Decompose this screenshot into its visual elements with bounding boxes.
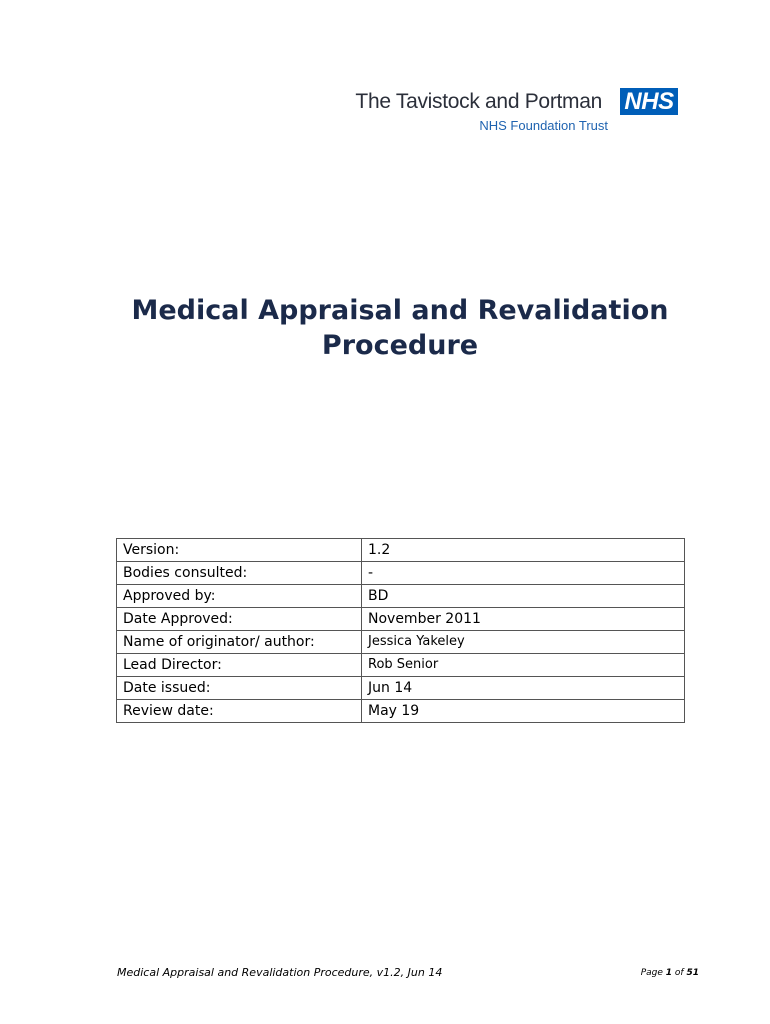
page-total: 51 — [686, 968, 699, 978]
document-title-line-2: Procedure — [321, 330, 479, 361]
trust-logo — [348, 86, 678, 138]
table-row — [117, 562, 685, 585]
row-label: Date Approved: — [117, 608, 362, 631]
logo-organisation-name: The Tavistock and Portman — [355, 90, 602, 113]
footer-document-reference: Medical Appraisal and Revalidation Procedure, v1.2, Jun 14 — [117, 966, 443, 979]
page-current: 1 — [665, 968, 673, 978]
document-metadata-table — [116, 538, 685, 723]
row-label: Lead Director: — [117, 654, 362, 677]
table-row — [117, 539, 685, 562]
row-value: BD — [362, 585, 685, 608]
row-value: May 19 — [362, 700, 685, 723]
row-label: Date issued: — [117, 677, 362, 700]
table-row — [117, 585, 685, 608]
nhs-logo-badge: NHS — [620, 88, 678, 115]
page-of: of — [674, 968, 684, 978]
row-label: Name of originator/ author: — [117, 631, 362, 654]
row-value: Jun 14 — [362, 677, 685, 700]
row-value: Jessica Yakeley — [362, 631, 685, 654]
table-row — [117, 677, 685, 700]
table-row — [117, 700, 685, 723]
row-value: Rob Senior — [362, 654, 685, 677]
document-title — [110, 293, 690, 363]
row-value: - — [362, 562, 685, 585]
logo-subtitle: NHS Foundation Trust — [479, 118, 608, 133]
row-value: 1.2 — [362, 539, 685, 562]
row-label: Bodies consulted: — [117, 562, 362, 585]
page-prefix: Page — [640, 968, 663, 978]
row-label: Version: — [117, 539, 362, 562]
table-row — [117, 654, 685, 677]
row-label: Review date: — [117, 700, 362, 723]
document-title-line-1: Medical Appraisal and Revalidation — [131, 295, 669, 326]
row-label: Approved by: — [117, 585, 362, 608]
footer-page-number — [641, 968, 699, 978]
table-row — [117, 631, 685, 654]
table-row — [117, 608, 685, 631]
row-value: November 2011 — [362, 608, 685, 631]
